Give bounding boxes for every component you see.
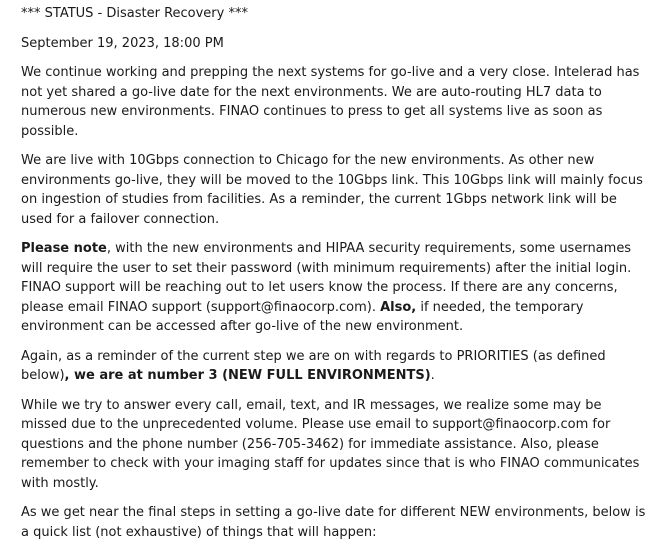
temporary-environment-text: if needed, the temporary environment can be accessed after go-live of the new environment. [21,299,584,334]
paragraph-go-live-progress: We continue working and prepping the next systems for go-live and a very close. Intelerad has not yet shared a go-live date for the next environments. We are auto-routing HL7 data to numerous new environments. FINAO continues to press to get all systems live as soon as possible. [21,65,640,139]
status-document [21,4,649,552]
security-note-text: , with the new environments and HIPAA security requirements, some usernames will require the user to set their password (with minimum requirements) after the initial login. FINAO support will be reaching out to let users know the process. If there are any concerns, please email FINAO support (support@finaocorp.com). [21,241,632,315]
current-priority-step: , we are at number 3 (NEW FULL ENVIRONMENTS) [64,368,431,383]
status-title: *** STATUS - Disaster Recovery *** [21,6,248,21]
paragraph-security-note [21,239,649,337]
priorities-text: Again, as a reminder of the current step we are on with regards to PRIORITIES (as defined below) [21,348,606,383]
priorities-end: . [430,368,435,383]
paragraph-network-link: We are live with 10Gbps connection to Chicago for the new environments. As other new environments go-live, they will be moved to the 10Gbps link. This 10Gbps link will mainly focus on ingestion of studies from facilities. As a reminder, the current 1Gbps network link will be used for a failover connection. [21,153,643,227]
paragraph-contact-info: While we try to answer every call, email, text, and IR messages, we realize some may be missed due to the unprecedented volume. Please use email to support@finaocorp.com for questions and the phone number (256-705-3462) for immediate assistance. Also, please remember to check with your imaging staff for updates since that is who FINAO communicates with mostly. [21,397,640,491]
paragraph-next-steps: As we get near the final steps in setting a go-live date for different NEW environments, below is a quick list (not exhaustive) of things that will happen: [21,505,646,540]
status-date: September 19, 2023, 18:00 PM [21,35,224,51]
also-label: Also, [380,299,417,315]
please-note-label: Please note [21,241,107,256]
paragraph-priorities [21,347,649,386]
